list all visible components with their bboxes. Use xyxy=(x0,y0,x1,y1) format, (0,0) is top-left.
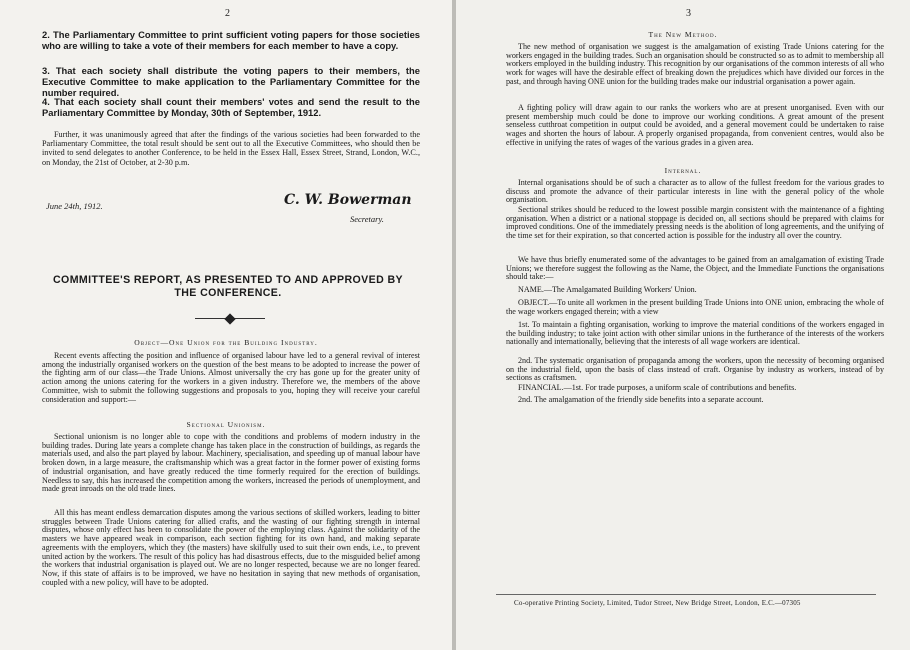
internal-paragraph: Internal organisations should be of such a character as to allow of the fullest freedom for the various grades to discuss and promote the advance of their particular interests in line with the general policy of the whole organisation. xyxy=(506,178,884,205)
object-heading: Object—One Union for the Building Industry. xyxy=(134,338,318,347)
sectional-unionism-paragraph: Sectional unionism is no longer able to cope with the conditions and problems of modern industry in the building trades. During late years a complete change has taken place in the construction of buildings, as regards the materials used, and also the part played by labour. Machinery, specialisation, and speeding up of manual labour have broken down, in a large measure, the craftsmanship which was a great factor in the former power of existing forms of industrial organisation, and have greatly reduced the time formerly required for the erection of buildings. Needless to say, this has increased the competition among the workers, increased the periods of unemployment, and made great inroads on the old trade lines. xyxy=(42,432,420,494)
sectional-unionism-heading: Sectional Unionism. xyxy=(186,420,266,429)
internal-heading: Internal. xyxy=(664,166,702,175)
printer-imprint: Co-operative Printing Society, Limited, Tudor Street, New Bridge Street, London, E.C.—07305 xyxy=(514,599,801,607)
diamond-ornament-icon xyxy=(224,313,235,324)
resolution-item-4: 4. That each society shall count their members' votes and send the result to the Parliamentary Committee by Monday, 30th of September, 1912. xyxy=(42,96,420,118)
resolution-item-3: 3. That each society shall distribute the voting papers to their members, the Executive Committee to make application to the Parliamentary Committee for the number required. xyxy=(42,65,420,98)
second-objective: 2nd. The systematic organisation of propaganda among the workers, upon the necessity of becoming organised on the industrial field, upon the basis of class instead of craft. Organise by industry as workers, instead of by sections as craftsmen. xyxy=(506,356,884,383)
enumerated-paragraph: We have thus briefly enumerated some of the advantages to be gained from an amalgamation of existing Trade Unions; we therefore suggest the following as the Name, the Object, and the Immediate Functions the organisations should take:— xyxy=(506,255,884,282)
demarcation-paragraph: All this has meant endless demarcation disputes among the various sections of skilled workers, leading to bitter struggles between Trade Unions catering for allied crafts, and the wasting of our fighting strength in internal disputes, whose only effect has been to consolidate the power of the employing class. Against the solidarity of the masters we have appeared weak in comparison, each section fighting for its own hand, and making separate agreements with the employers, which they (the masters) have skilfully used to suit their own ends, i.e., to prevent united action by the workers. The result of this policy has had disastrous effects, due to the misguided belief among the workers that industrial organisation is played out. We are no longer respected, because we are no longer feared. Now, if this state of affairs is to be improved, we have no hesitation in saying that new methods of organisation, coupled with a new policy, will have to be adopted. xyxy=(42,508,420,587)
financial-second-line: 2nd. The amalgamation of the friendly side benefits into a separate account. xyxy=(518,395,764,404)
first-objective: 1st. To maintain a fighting organisation, working to improve the material conditions of the workers engaged in the building industry; to take joint action with other similar unions in the furtherance of the interests of the workers nationally and internationally, believing that the interests of all wage workers are identical. xyxy=(506,320,884,347)
right-page xyxy=(456,0,910,650)
resolution-item-2: 2. The Parliamentary Committee to print sufficient voting papers for those societies who are willing to take a vote of their members for each member to have a copy. xyxy=(42,29,420,51)
union-object-line: OBJECT.—To unite all workmen in the present building Trade Unions into ONE union, embracing the whole of the wage workers engaged therein; with a view xyxy=(506,298,884,316)
left-page xyxy=(0,0,452,650)
secretary-signature: C. W. Bowerman xyxy=(284,192,412,208)
page-number: 3 xyxy=(686,8,691,19)
new-method-paragraph: The new method of organisation we suggest is the amalgamation of existing Trade Unions catering for the workers engaged in the building trades. Such an organisation should be constructed so as to admit to membership all workers employed in the building industry. This recognition by our organisations of the common interests of all who work for wages will have the desirable effect of breaking down the prejudices which have divided our forces in the past, and through having ONE union for the building trades make our industrial organisation a power again. xyxy=(506,42,884,86)
object-paragraph: Recent events affecting the position and influence of organised labour have led to a general revival of interest among the industrially organised workers on the question of the best means to be adopted to increase the power of the fighting arm of our class—the Trade Unions. Almost universally the cry has gone up for the greater unity of action among the unions catering for the workers in a given industry. Therefore we, the members of the above Committee, wish to submit the following suggestions and proposals to you, hoping they will receive your careful consideration and support:— xyxy=(42,351,420,404)
further-paragraph: Further, it was unanimously agreed that after the findings of the various societies had been forwarded to the Parliamentary Committee, the total result should be sent out to all the Executive Committees, who should then be invited to send delegates to another Conference, to be held in the Essex Hall, Essex Street, Strand, London, W.C., on Monday, the 21st of October, at 2-30 p.m. xyxy=(42,130,420,167)
new-method-heading: The New Method. xyxy=(648,30,718,39)
signature-role: Secretary. xyxy=(350,214,384,224)
financial-line: FINANCIAL.—1st. For trade purposes, a uniform scale of contributions and benefits. xyxy=(518,383,797,392)
footer-rule xyxy=(496,594,876,595)
fighting-policy-paragraph: A fighting policy will draw again to our ranks the workers who are at present unorganised. Even with our present membership much could be done to improve our working conditions. A great amount of the present senseless cutthroat competition in output could be avoided, and a general movement could be undertaken to raise wages and shorten the hours of labour. A properly organised propaganda, from convenient centres, would also be effective in unifying the rates of wages of the various grades in a given area. xyxy=(506,103,884,147)
report-title: COMMITTEE'S REPORT, AS PRESENTED TO AND APPROVED BY THE CONFERENCE. xyxy=(53,274,403,299)
union-name-line: NAME.—The Amalgamated Building Workers' Union. xyxy=(518,285,697,294)
page-number: 2 xyxy=(225,8,230,19)
sectional-strikes-paragraph: Sectional strikes should be reduced to the lowest possible margin consistent with the maintenance of a fighting organisation. When a district or a national stoppage is decided on, all sections should be prepared with claims for improved conditions. One of the immediately pressing needs is the abolition of long agreements, and the unifying of the time set for their expiration, so that concerted action is possible for the industry all over the country. xyxy=(506,205,884,241)
report-date: June 24th, 1912. xyxy=(46,201,103,211)
